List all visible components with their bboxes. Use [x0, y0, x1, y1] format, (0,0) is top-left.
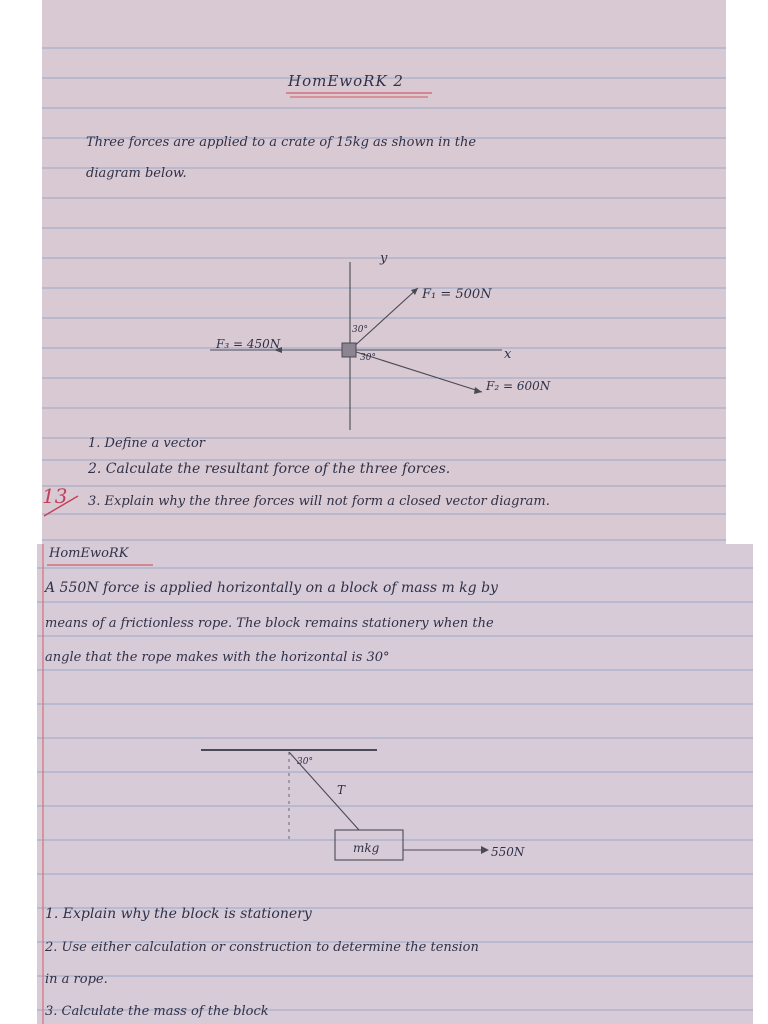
problem-line-1: A 550N force is applied horizontally on a block of mass m kg by	[45, 580, 498, 596]
grade-mark: 13	[42, 484, 68, 508]
y-axis-label: y	[380, 251, 388, 266]
tension-label: T	[337, 783, 346, 797]
block-diagram	[187, 740, 567, 870]
intro-line-1: Three forces are applied to a crate of 15kg as shown in the	[86, 135, 477, 150]
f3-label: F₃ = 450N	[216, 337, 281, 351]
angle-1-label: 30°	[352, 325, 368, 335]
title-underline-2	[47, 562, 157, 568]
question-2-3: 3. Calculate the mass of the block	[45, 1004, 269, 1019]
block-label: mkg	[353, 841, 380, 855]
intro-line-2: diagram below.	[86, 166, 187, 181]
question-2-2: 2. Use either calculation or construction to determine the tension	[45, 940, 479, 955]
page-title-2: HomEwoRK	[49, 546, 129, 561]
question-2-2-cont: in a rope.	[45, 972, 108, 987]
force-diagram	[182, 250, 602, 430]
f2-arrowhead	[474, 387, 482, 394]
question-2-1: 1. Explain why the block is stationery	[45, 906, 312, 922]
question-1: 1. Define a vector	[88, 436, 205, 451]
page-title: HomEwoRK 2	[288, 72, 404, 90]
homework-page	[37, 544, 753, 1024]
force-label: 550N	[491, 845, 525, 859]
problem-line-3: angle that the rope makes with the horizontal is 30°	[45, 650, 390, 665]
x-axis-label: x	[504, 347, 512, 362]
problem-line-2: means of a frictionless rope. The block remains stationery when the	[45, 616, 494, 631]
applied-force-arrowhead	[481, 846, 489, 854]
question-3: 3. Explain why the three forces will not form a closed vector diagram.	[88, 494, 550, 509]
title-underline	[286, 90, 436, 100]
question-2: 2. Calculate the resultant force of the three forces.	[88, 461, 451, 477]
crate	[342, 343, 356, 357]
grade-tick	[42, 486, 82, 520]
rope-angle-label: 30°	[297, 757, 313, 767]
homework-2-page	[42, 0, 726, 545]
f2-label: F₂ = 600N	[486, 379, 551, 393]
f1-label: F₁ = 500N	[422, 287, 492, 302]
angle-2-label: 30°	[360, 353, 376, 363]
